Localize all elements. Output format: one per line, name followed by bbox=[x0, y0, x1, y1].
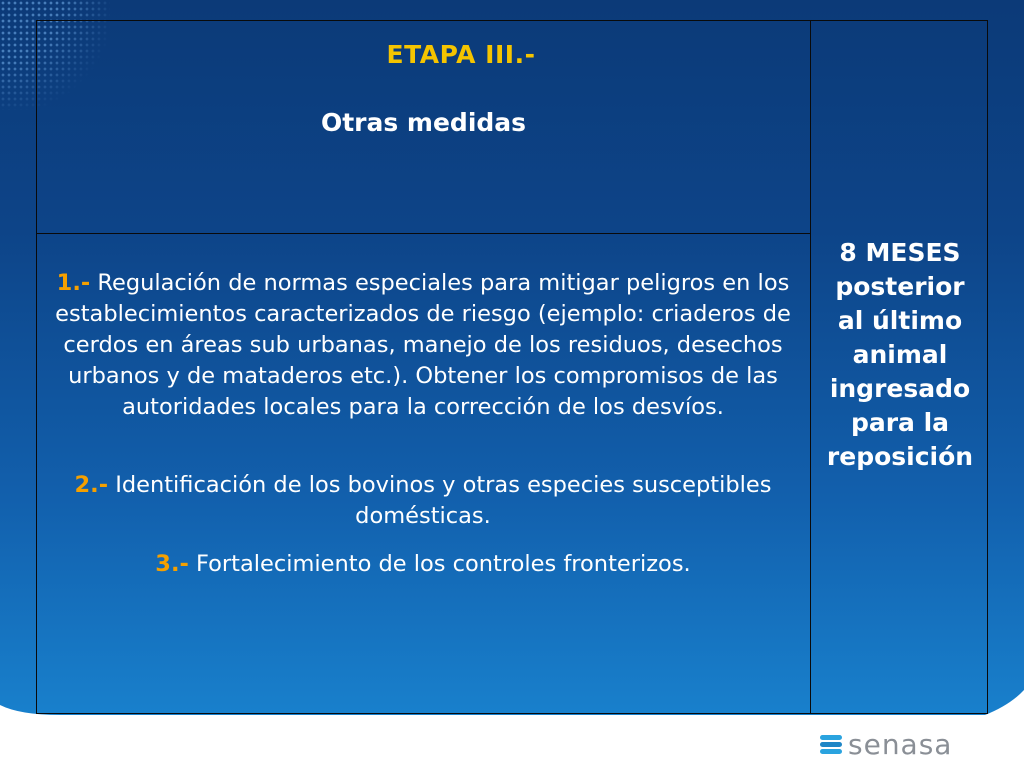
duration-line: reposición bbox=[826, 442, 974, 471]
duration-cell bbox=[812, 236, 988, 474]
table-row-divider bbox=[36, 233, 810, 234]
measure-text: Fortalecimiento de los controles fronterizos. bbox=[188, 551, 691, 577]
section-subtitle: Otras medidas bbox=[320, 108, 527, 137]
duration-line: 8 MESES bbox=[839, 238, 961, 267]
measure-number: 3.- bbox=[155, 551, 189, 577]
duration-line: animal bbox=[852, 340, 948, 369]
measure-item bbox=[40, 549, 806, 580]
senasa-logo-text: senasa bbox=[848, 727, 953, 761]
measure-number: 1.- bbox=[56, 270, 91, 296]
measures-cell bbox=[40, 268, 806, 580]
duration-line: para la bbox=[850, 408, 950, 437]
senasa-logo bbox=[820, 728, 952, 760]
measure-text: Identificación de los bovinos y otras especies susceptibles domésticas. bbox=[108, 472, 772, 529]
duration-line: posterior bbox=[835, 272, 965, 301]
measure-number: 2.- bbox=[74, 472, 109, 498]
duration-line: al último bbox=[837, 306, 963, 335]
measure-item bbox=[40, 268, 806, 423]
duration-line: ingresado bbox=[829, 374, 971, 403]
measure-item bbox=[40, 470, 806, 532]
table-header-cell bbox=[36, 20, 810, 233]
measure-text: Regulación de normas especiales para mitigar peligros en los establecimientos caracterizados de riesgo (ejemplo: criaderos de cerdos en áreas sub urbanas, manejo de los residuos, desechos urbanos y de mataderos etc.). Obtener los compromisos de las autoridades locales para la corrección de los desvíos. bbox=[55, 270, 791, 420]
senasa-logo-icon bbox=[820, 733, 842, 755]
stage-title: ETAPA III.- bbox=[386, 40, 536, 69]
